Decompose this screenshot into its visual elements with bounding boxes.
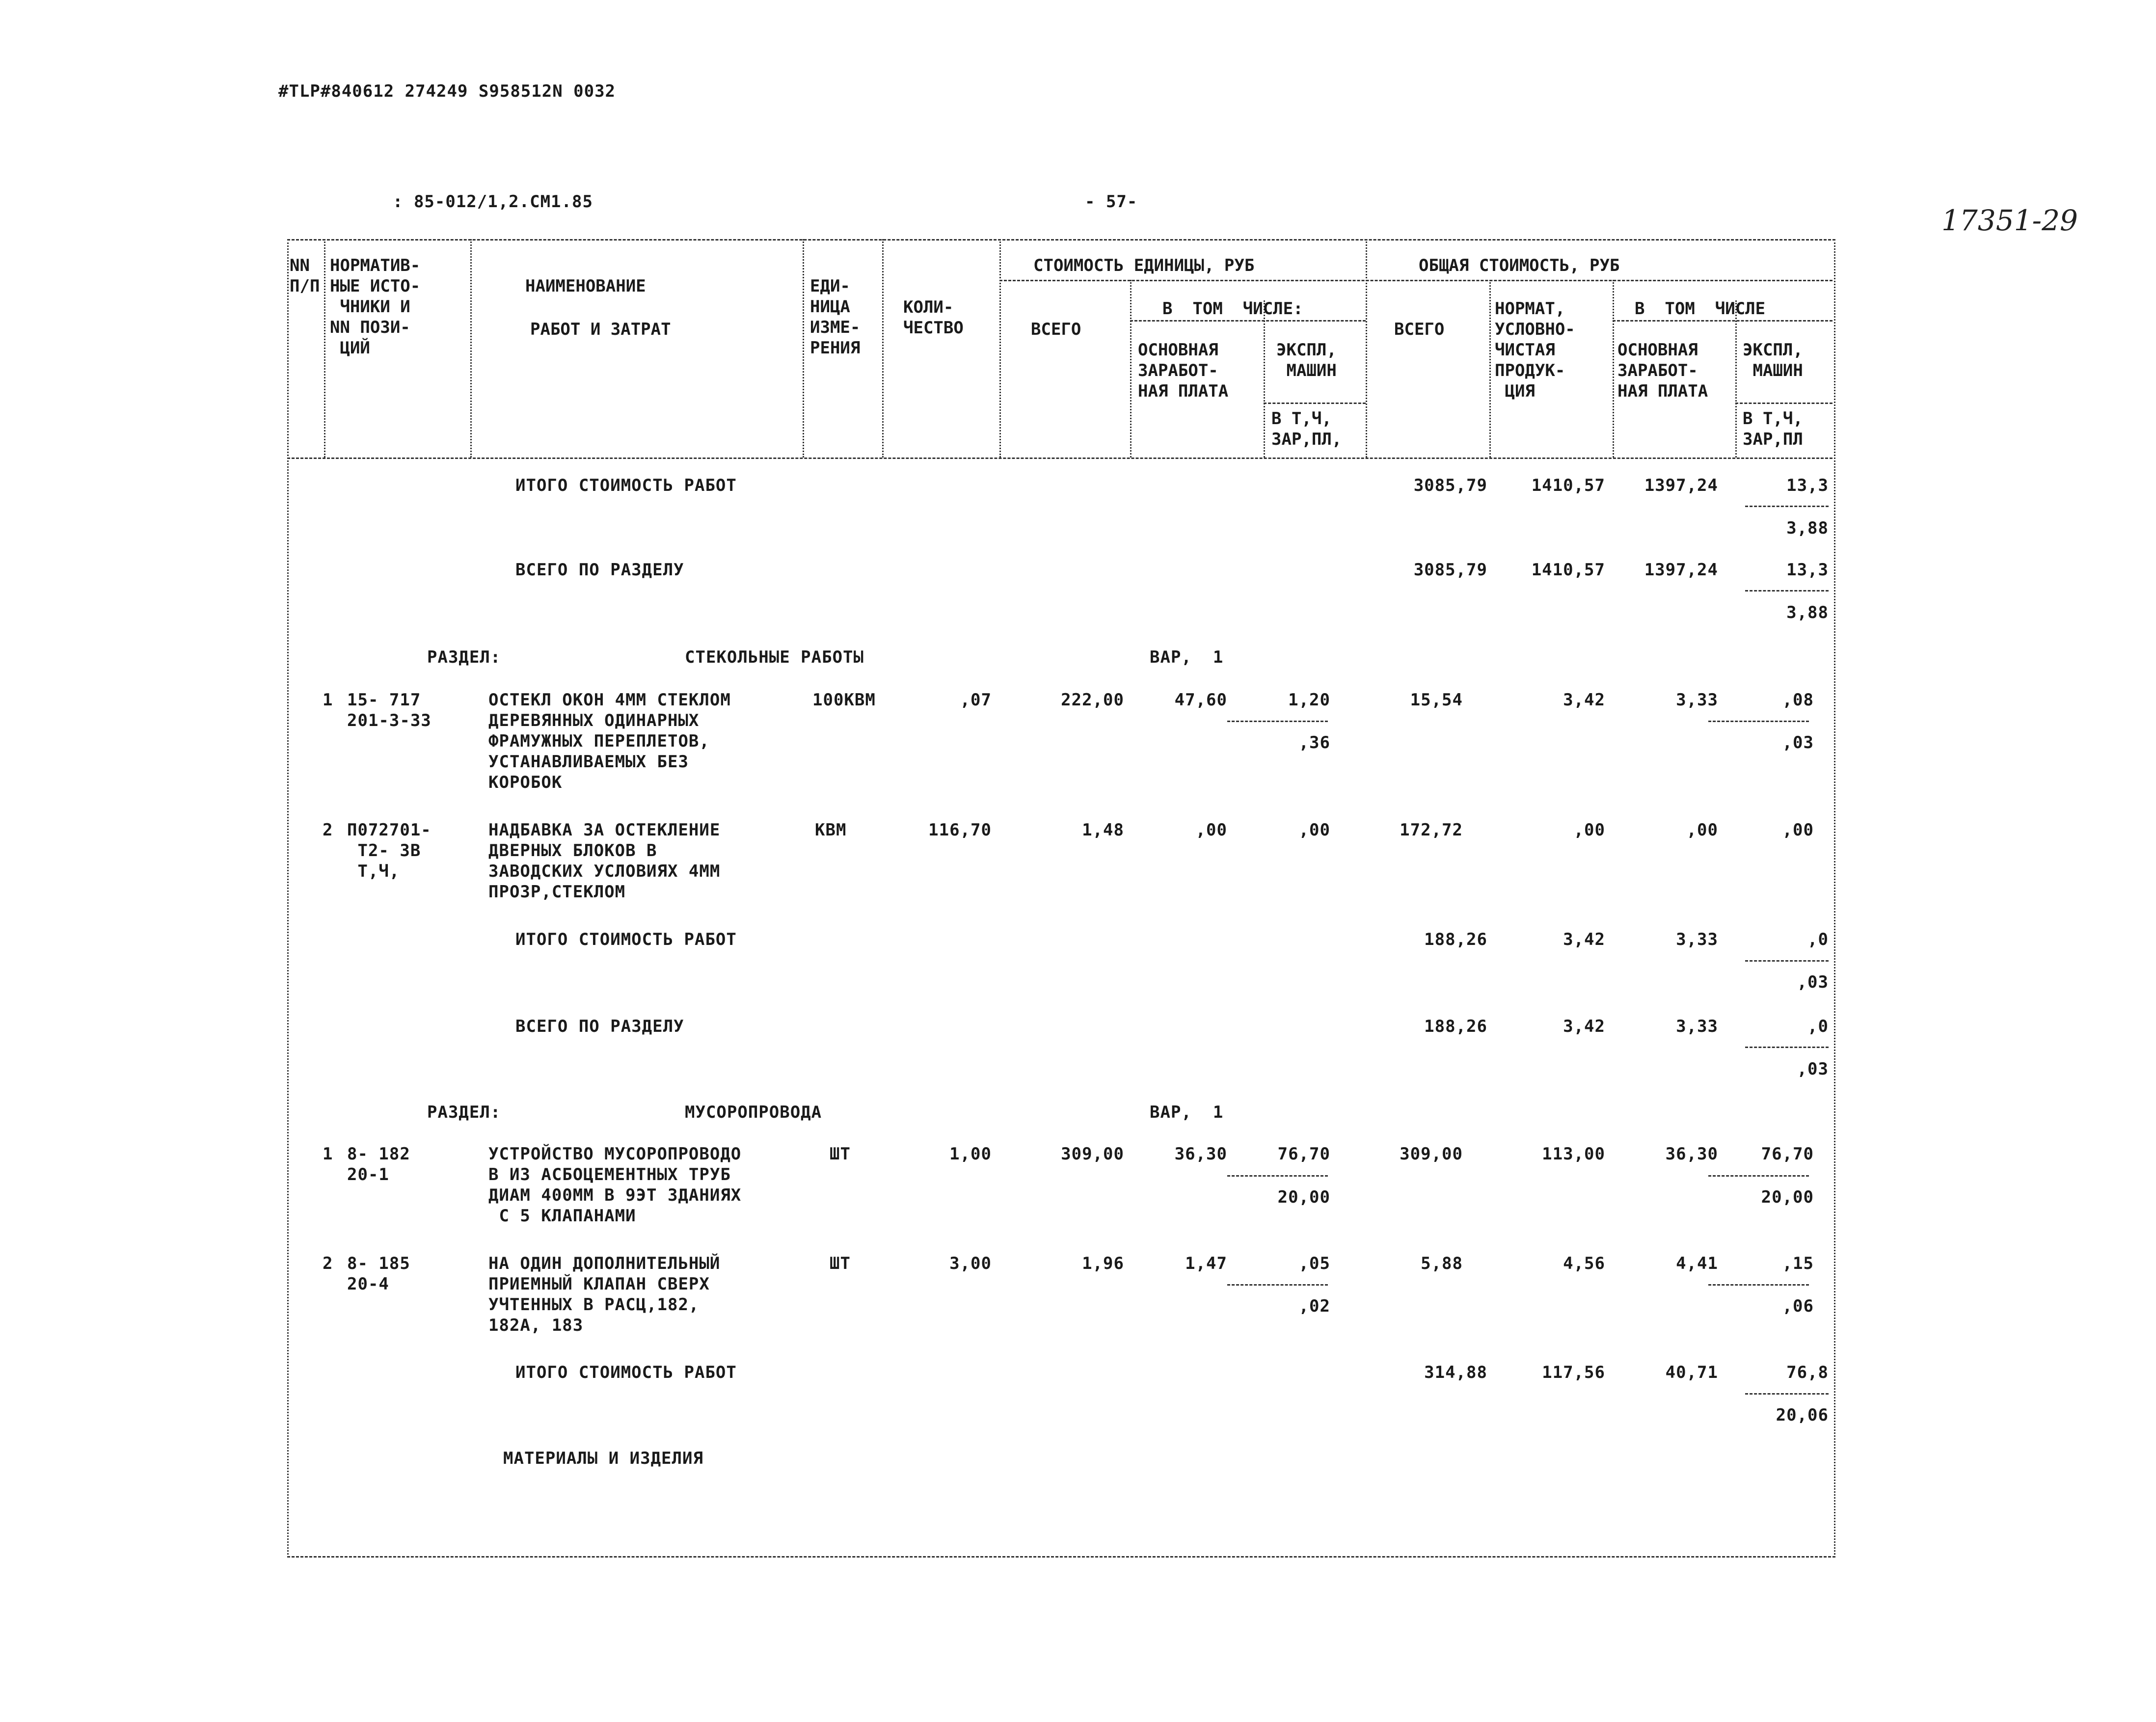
row-osn-total: ,00 [1686,820,1718,840]
row-eks-zp: ,02 [1298,1296,1330,1316]
fraction-line [1745,1047,1829,1048]
section-label: РАЗДЕЛ: [427,647,501,667]
document-code: #TLP#840612 274249 S958512N 0032 [278,81,616,101]
col-divider [470,239,472,457]
row-eks: ,00 [1298,820,1330,840]
itogo-total: 188,26 [1424,930,1487,949]
section-label: РАЗДЕЛ: [427,1103,501,1122]
handwritten-number: 17351-29 [1941,204,2078,237]
vsego-label: ВСЕГО ПО РАЗДЕЛУ [515,1017,684,1036]
row-total: 172,72 [1400,820,1463,840]
header-ekspl-2: ЭКСПЛ, МАШИН [1743,340,1803,380]
vsego-eks-zp: 3,88 [1786,603,1829,622]
row-number: 1 [323,690,333,710]
fraction-line [1745,506,1829,507]
row-osn: ,00 [1195,820,1227,840]
itogo-osn: 1397,24 [1644,476,1718,495]
row-eks-zp-total: ,03 [1782,733,1814,753]
col-divider [803,239,804,457]
row-eks: 1,20 [1288,690,1330,710]
row-name: ОСТЕКЛ ОКОН 4ММ СТЕКЛОМ ДЕРЕВЯННЫХ ОДИНАРНЫХ ФРАМУЖНЫХ ПЕРЕПЛЕТОВ, УСТАНАВЛИВАЕМЫХ БЕЗ КОРОБОК [488,690,731,792]
itogo-eks: 13,3 [1786,476,1829,495]
row-normative: П072701- Т2- 3В Т,Ч, [347,820,431,881]
header-v-t-ch: В Т,Ч, ЗАР,ПЛ, [1271,409,1342,449]
header-osn-zp: ОСНОВНАЯ ЗАРАБОТ- НАЯ ПЛАТА [1138,340,1229,401]
itogo-label: ИТОГО СТОИМОСТЬ РАБОТ [515,1363,737,1382]
itogo-total: 314,88 [1424,1363,1487,1382]
fraction-line [1227,1175,1328,1177]
row-price: 1,96 [1082,1254,1124,1273]
itogo-label: ИТОГО СТОИМОСТЬ РАБОТ [515,930,737,949]
row-total: 5,88 [1421,1254,1463,1273]
row-unit: ШТ [830,1254,851,1273]
col-divider [882,239,884,457]
row-normat: ,00 [1573,820,1605,840]
header-unit: ЕДИ- НИЦА ИЗМЕ- РЕНИЯ [810,276,861,358]
row-price: 222,00 [1061,690,1124,710]
row-unit: КВМ [815,820,847,840]
header-normat: НОРМАТ, УСЛОВНО- ЧИСТАЯ ПРОДУК- ЦИЯ [1495,299,1575,401]
vsego-eks: 13,3 [1786,560,1829,580]
row-quantity: 116,70 [928,820,992,840]
fraction-line [1708,1175,1809,1177]
vsego-normat: 3,42 [1563,1017,1605,1036]
row-eks-total: ,15 [1782,1254,1814,1273]
document-reference: : 85-012/1,2.СМ1.85 [393,192,593,212]
row-eks-zp-total: ,06 [1782,1296,1814,1316]
row-name: УСТРОЙСТВО МУСОРОПРОВОДО В ИЗ АСБОЦЕМЕНТНЫХ ТРУБ ДИАМ 400ММ В 9ЭТ ЗДАНИЯХ С 5 КЛАПАНАМИ [488,1144,742,1226]
header-name: НАИМЕНОВАНИЕ [525,276,646,296]
itogo-osn: 3,33 [1676,930,1718,949]
header-v-tom-chisle-2: В ТОМ ЧИСЛЕ [1635,299,1766,319]
row-eks-zp: 20,00 [1277,1187,1330,1207]
fraction-line [1227,1284,1328,1286]
row-unit: 100КВМ [812,690,876,710]
row-osn-total: 4,41 [1676,1254,1718,1273]
itogo-eks: ,0 [1807,930,1829,949]
section-name: СТЕКОЛЬНЫЕ РАБОТЫ [685,647,864,667]
header-vsego-total: ВСЕГО [1394,320,1445,339]
vsego-total: 188,26 [1424,1017,1487,1036]
vsego-total: 3085,79 [1413,560,1487,580]
fraction-line [1227,721,1328,722]
col-divider [1130,280,1132,457]
vsego-label: ВСЕГО ПО РАЗДЕЛУ [515,560,684,580]
itogo-total: 3085,79 [1413,476,1487,495]
row-number: 1 [323,1144,333,1164]
header-divider [287,457,1833,459]
row-price: 309,00 [1061,1144,1124,1164]
itogo-eks-zp: 20,06 [1776,1405,1829,1425]
row-eks: 76,70 [1277,1144,1330,1164]
vsego-eks-zp: ,03 [1797,1059,1829,1079]
itogo-eks-zp: 3,88 [1786,518,1829,538]
section-name: МУСОРОПРОВОДА [685,1103,822,1122]
row-eks-total: ,00 [1782,820,1814,840]
itogo-osn: 40,71 [1665,1363,1718,1382]
header-vsego: ВСЕГО [1031,320,1081,339]
fraction-line [1745,590,1829,592]
header-sub-divider [1613,320,1833,322]
row-number: 2 [323,1254,333,1273]
vsego-eks: ,0 [1807,1017,1829,1036]
row-eks-zp: ,36 [1298,733,1330,753]
col-divider [1366,239,1367,457]
itogo-normat: 117,56 [1542,1363,1605,1382]
fraction-line [1745,960,1829,962]
row-osn-total: 36,30 [1665,1144,1718,1164]
row-osn: 47,60 [1174,690,1227,710]
page-number: - 57- [1085,192,1138,212]
header-sub-divider [1264,403,1366,404]
materials-heading: МАТЕРИАЛЫ И ИЗДЕЛИЯ [503,1449,703,1468]
col-divider [999,239,1001,457]
header-sub-divider [1130,320,1366,322]
header-quantity: КОЛИ- ЧЕСТВО [903,297,964,338]
row-total: 309,00 [1400,1144,1463,1164]
row-name: НА ОДИН ДОПОЛНИТЕЛЬНЫЙ ПРИЕМНЫЙ КЛАПАН СВЕРХ УЧТЕННЫХ В РАСЦ,182, 182А, 183 [488,1254,721,1335]
row-normative: 15- 717 201-3-33 [347,690,431,730]
row-quantity: 1,00 [949,1144,992,1164]
row-normative: 8- 185 20-4 [347,1254,410,1294]
row-unit: ШТ [830,1144,851,1164]
itogo-label: ИТОГО СТОИМОСТЬ РАБОТ [515,476,737,495]
fraction-line [1708,721,1809,722]
header-nn: NN П/П [290,256,320,296]
fraction-line [1745,1393,1829,1395]
header-v-t-ch-2: В Т,Ч, ЗАР,ПЛ [1743,409,1803,449]
itogo-eks: 76,8 [1786,1363,1829,1382]
col-divider [324,239,325,457]
row-normat: 113,00 [1542,1144,1605,1164]
row-normat: 3,42 [1563,690,1605,710]
header-sub-divider [1735,403,1833,404]
vsego-osn: 1397,24 [1644,560,1718,580]
col-divider [1489,280,1491,457]
row-osn: 1,47 [1185,1254,1227,1273]
col-divider [1264,300,1265,457]
header-ekspl: ЭКСПЛ, МАШИН [1276,340,1337,380]
row-eks-total: 76,70 [1761,1144,1814,1164]
itogo-normat: 3,42 [1563,930,1605,949]
col-divider [1735,300,1737,457]
row-number: 2 [323,820,333,840]
header-osn-zp-2: ОСНОВНАЯ ЗАРАБОТ- НАЯ ПЛАТА [1617,340,1708,401]
itogo-eks-zp: ,03 [1797,972,1829,992]
row-name: НАДБАВКА ЗА ОСТЕКЛЕНИЕ ДВЕРНЫХ БЛОКОВ В ЗАВОДСКИХ УСЛОВИЯХ 4ММ ПРОЗР,СТЕКЛОМ [488,820,721,902]
header-unit-cost: СТОИМОСТЬ ЕДИНИЦЫ, РУБ [1033,256,1255,275]
header-total-cost: ОБЩАЯ СТОИМОСТЬ, РУБ [1419,256,1620,275]
vsego-normat: 1410,57 [1531,560,1605,580]
row-eks-total: ,08 [1782,690,1814,710]
header-normative: НОРМАТИВ- НЫЕ ИСТО- ЧНИКИ И NN ПОЗИ- ЦИЙ [330,256,421,358]
fraction-line [1708,1284,1809,1286]
section-variant: ВАР, 1 [1150,647,1224,667]
header-name-2: РАБОТ И ЗАТРАТ [530,320,671,339]
row-eks-zp-total: 20,00 [1761,1187,1814,1207]
header-group-divider [999,280,1833,281]
row-normat: 4,56 [1563,1254,1605,1273]
row-quantity: 3,00 [949,1254,992,1273]
row-normative: 8- 182 20-1 [347,1144,410,1184]
row-price: 1,48 [1082,820,1124,840]
itogo-normat: 1410,57 [1531,476,1605,495]
header-v-tom-chisle: В ТОМ ЧИСЛЕ: [1162,299,1303,319]
row-osn: 36,30 [1174,1144,1227,1164]
col-divider [1613,280,1614,457]
vsego-osn: 3,33 [1676,1017,1718,1036]
row-osn-total: 3,33 [1676,690,1718,710]
row-total: 15,54 [1410,690,1463,710]
row-quantity: ,07 [960,690,992,710]
section-variant: ВАР, 1 [1150,1103,1224,1122]
row-eks: ,05 [1298,1254,1330,1273]
